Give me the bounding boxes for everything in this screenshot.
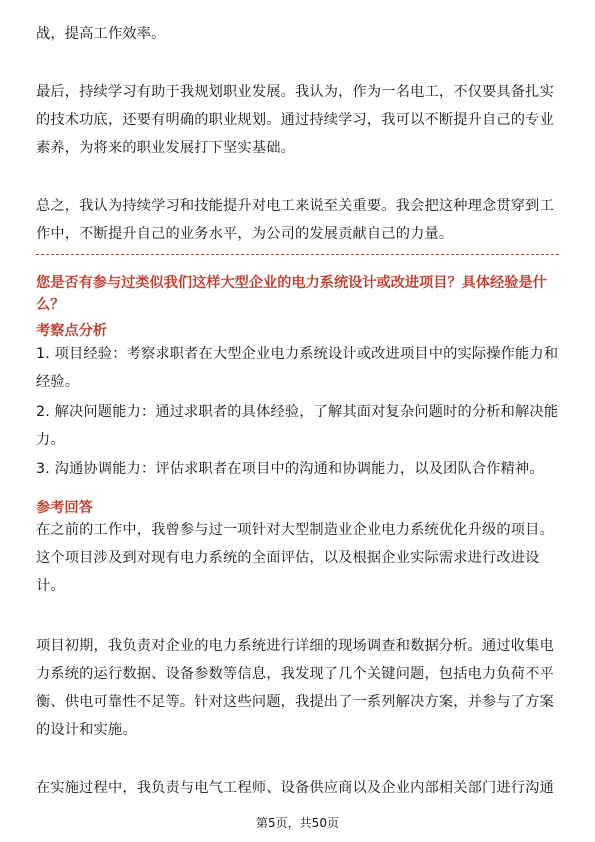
- question-heading: 您是否有参与过类似我们这样大型企业的电力系统设计或改进项目？具体经验是什么？: [36, 275, 547, 313]
- answer-heading: 参考回答: [36, 500, 93, 516]
- answer-paragraph: 项目初期，我负责对企业的电力系统进行详细的现场调查和数据分析。通过收集电力系统的运行数据、设备参数等信息，我发现了几个关键问题，包括电力负荷不平衡、供电可靠性不足等。针对这些问题，我提出了一系列解决方案，并参与了方案的设计和实施。: [36, 638, 554, 738]
- analysis-heading: 考察点分析: [36, 323, 107, 339]
- analysis-item: 1. 项目经验：考察求职者在大型企业电力系统设计或改进项目中的实际操作能力和经验。: [36, 346, 559, 390]
- page-footer: 第5页，共50页: [256, 816, 339, 830]
- section-divider: [36, 254, 559, 255]
- paragraph: 总之，我认为持续学习和技能提升对电工来说至关重要。我会把这种理念贯穿到工作中，不断提升自己的业务水平，为公司的发展贡献自己的力量。: [36, 198, 554, 242]
- paragraph: 战，提高工作效率。: [36, 26, 166, 42]
- analysis-item: 2. 解决问题能力：通过求职者的具体经验，了解其面对复杂问题时的分析和解决能力。: [36, 404, 559, 448]
- answer-paragraph: 在实施过程中，我负责与电气工程师、设备供应商以及企业内部相关部门进行沟通: [36, 780, 554, 796]
- analysis-item: 3. 沟通协调能力：评估求职者在项目中的沟通和协调能力，以及团队合作精神。: [36, 461, 544, 477]
- paragraph: 最后，持续学习有助于我规划职业发展。我认为，作为一名电工，不仅要具备扎实的技术功底，还要有明确的职业规划。通过持续学习，我可以不断提升自己的专业素养，为将来的职业发展打下坚实基础。: [36, 84, 554, 156]
- answer-paragraph: 在之前的工作中，我曾参与过一项针对大型制造业企业电力系统优化升级的项目。这个项目涉及到对现有电力系统的全面评估，以及根据企业实际需求进行改进设计。: [36, 522, 554, 594]
